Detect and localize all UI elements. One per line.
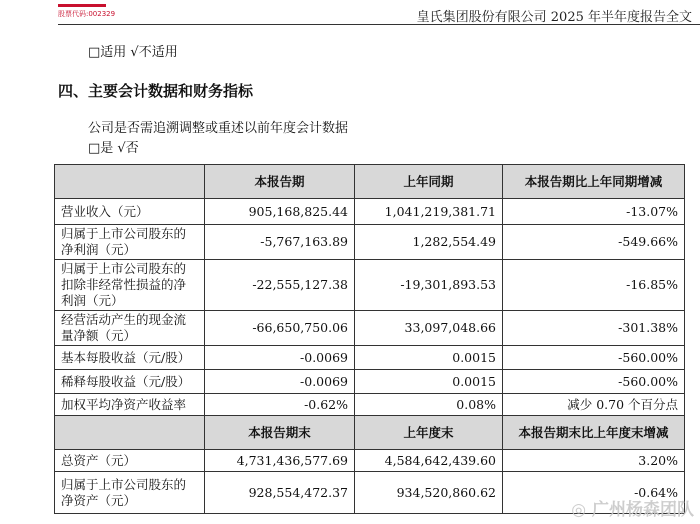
- table-row: [55, 346, 685, 370]
- value-cell: -5,767,163.89: [205, 225, 355, 260]
- row-label: 总资产（元）: [55, 450, 205, 472]
- applicability-options: □适用 √不适用: [88, 45, 178, 60]
- section-title: 四、主要会计数据和财务指标: [58, 82, 254, 100]
- value-cell: 1,282,554.49: [355, 225, 503, 260]
- value-cell: 928,554,472.37: [205, 472, 355, 514]
- value-cell: -0.0069: [205, 370, 355, 394]
- header-cell: 本报告期: [205, 165, 355, 199]
- value-cell: -66,650,750.06: [205, 311, 355, 346]
- company-logo: [58, 4, 128, 19]
- header-cell: 本报告期末: [205, 416, 355, 450]
- table-row: [55, 450, 685, 472]
- value-cell: -0.62%: [205, 394, 355, 416]
- row-label: 营业收入（元）: [55, 199, 205, 225]
- document-title: 皇氏集团股份有限公司 2025 年半年度报告全文: [416, 10, 692, 25]
- header-cell: [55, 416, 205, 450]
- value-cell: -0.64%: [503, 472, 685, 514]
- stock-code: 股票代码:002329: [58, 10, 116, 18]
- row-label: 加权平均净资产收益率: [55, 394, 205, 416]
- value-cell: -549.66%: [503, 225, 685, 260]
- header-divider: [58, 24, 700, 25]
- row-label: 经营活动产生的现金流量净额（元）: [55, 311, 205, 346]
- value-cell: -19,301,893.53: [355, 260, 503, 311]
- restatement-question: 公司是否需追溯调整或重述以前年度会计数据: [88, 121, 349, 136]
- value-cell: -301.38%: [503, 311, 685, 346]
- row-label: 稀释每股收益（元/股）: [55, 370, 205, 394]
- header-cell: [55, 165, 205, 199]
- table-header-row: [55, 165, 685, 199]
- table-row: [55, 311, 685, 346]
- value-cell: -560.00%: [503, 346, 685, 370]
- row-label: 归属于上市公司股东的净资产（元）: [55, 472, 205, 514]
- table-row: [55, 199, 685, 225]
- value-cell: 33,097,048.66: [355, 311, 503, 346]
- value-cell: 934,520,860.62: [355, 472, 503, 514]
- row-label: 基本每股收益（元/股）: [55, 346, 205, 370]
- restatement-answer: □是 √否: [88, 141, 139, 156]
- value-cell: 0.0015: [355, 370, 503, 394]
- header-cell: 本报告期末比上年度末增减: [503, 416, 685, 450]
- watermark-icon: ◎: [571, 500, 592, 520]
- row-label: 归属于上市公司股东的扣除非经常性损益的净利润（元）: [55, 260, 205, 311]
- watermark-text: 广州杨森团队: [592, 500, 694, 520]
- row-label: 归属于上市公司股东的净利润（元）: [55, 225, 205, 260]
- table-header-row: [55, 416, 685, 450]
- value-cell: -0.0069: [205, 346, 355, 370]
- value-cell: 0.0015: [355, 346, 503, 370]
- header-cell: 上年同期: [355, 165, 503, 199]
- header-cell: 上年度末: [355, 416, 503, 450]
- value-cell: -22,555,127.38: [205, 260, 355, 311]
- value-cell: -560.00%: [503, 370, 685, 394]
- value-cell: 1,041,219,381.71: [355, 199, 503, 225]
- financial-data-table: [54, 164, 685, 514]
- value-cell: 4,731,436,577.69: [205, 450, 355, 472]
- logo-bar: [58, 4, 106, 7]
- table-row: [55, 260, 685, 311]
- value-cell: 4,584,642,439.60: [355, 450, 503, 472]
- value-cell: 减少 0.70 个百分点: [503, 394, 685, 416]
- value-cell: 905,168,825.44: [205, 199, 355, 225]
- table-row: [55, 394, 685, 416]
- watermark: [571, 495, 694, 520]
- table-row: [55, 370, 685, 394]
- value-cell: 3.20%: [503, 450, 685, 472]
- value-cell: -16.85%: [503, 260, 685, 311]
- value-cell: 0.08%: [355, 394, 503, 416]
- header-cell: 本报告期比上年同期增减: [503, 165, 685, 199]
- value-cell: -13.07%: [503, 199, 685, 225]
- table-row: [55, 225, 685, 260]
